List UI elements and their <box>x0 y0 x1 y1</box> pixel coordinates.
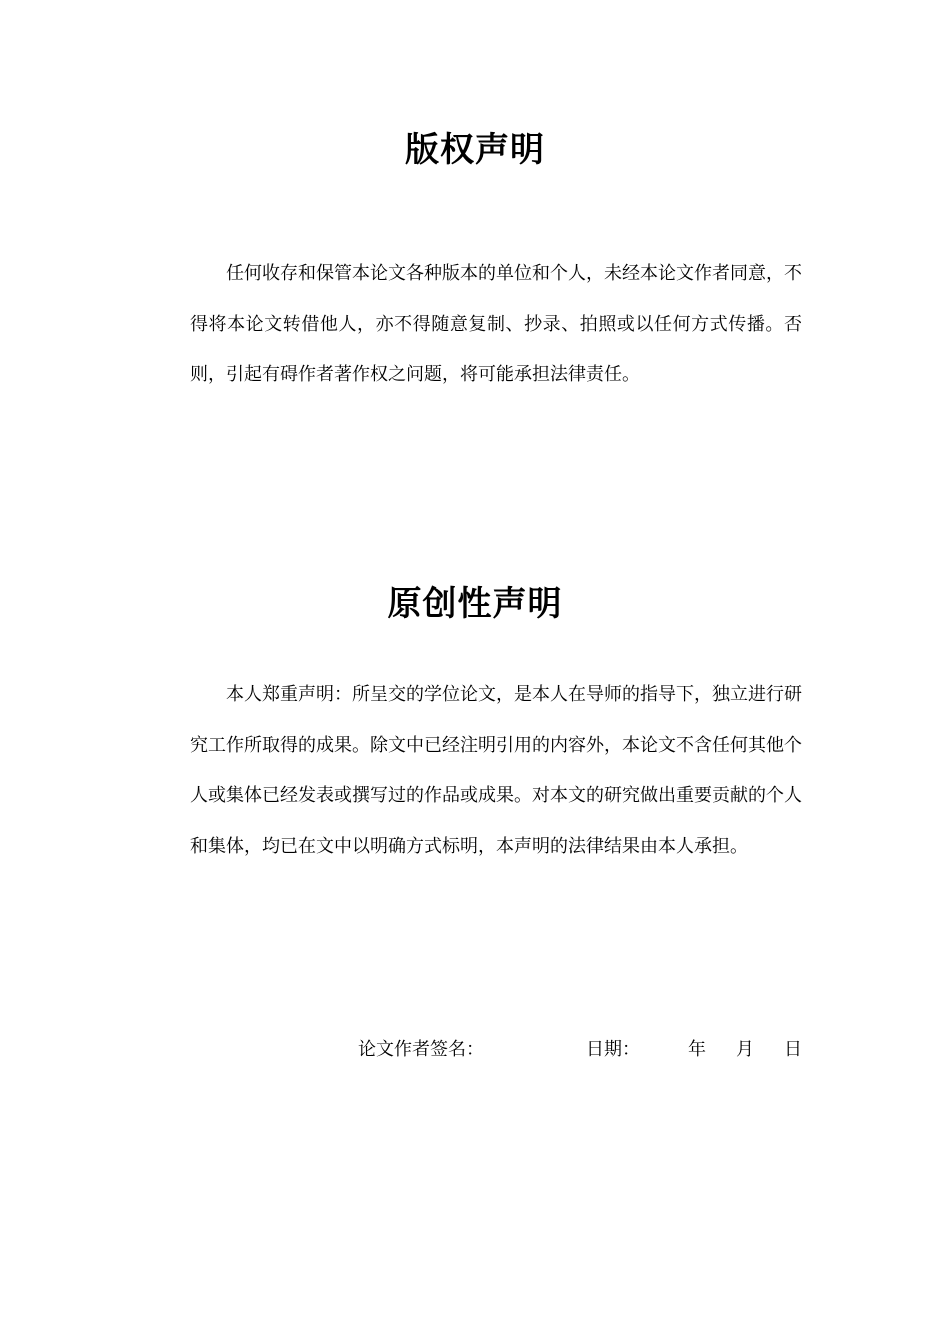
month-label: 月 <box>736 1039 754 1060</box>
originality-statement-title: 原创性声明 <box>387 584 563 624</box>
copyright-statement-body: 任何收存和保管本论文各种版本的单位和个人，未经本论文作者同意，不得将本论文转借他人，亦不得随意复制、抄录、拍照或以任何方式传播。否则，引起有碍作者著作权之问题，将可能承担法律责任。 <box>190 263 802 385</box>
copyright-statement-title: 版权声明 <box>405 130 545 170</box>
author-signature-label: 论文作者签名： <box>358 1039 484 1060</box>
year-label: 年 <box>688 1039 706 1060</box>
originality-statement-body: 本人郑重声明：所呈交的学位论文，是本人在导师的指导下，独立进行研究工作所取得的成果。除文中已经注明引用的内容外，本论文不含任何其他个人或集体已经发表或撰写过的作品或成果。对本文的研究做出重要贡献的个人和集体，均已在文中以明确方式标明，本声明的法律结果由本人承担。 <box>190 684 802 857</box>
signature-row <box>190 1036 802 1064</box>
date-label: 日期： <box>586 1039 640 1060</box>
day-label: 日 <box>784 1039 802 1060</box>
